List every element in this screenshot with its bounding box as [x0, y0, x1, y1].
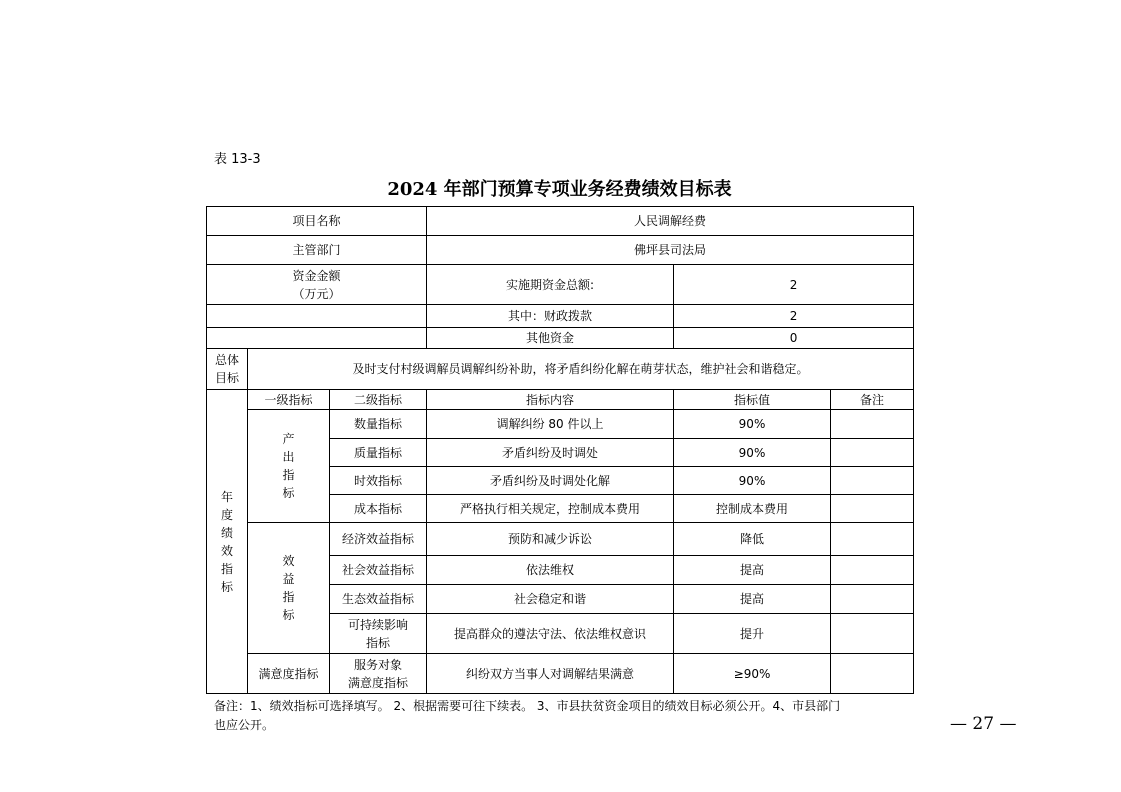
- remark-cell: [831, 439, 914, 467]
- table-row: [207, 410, 914, 439]
- level2-header: 二级指标: [330, 390, 427, 410]
- content-cell: 预防和减少诉讼: [427, 523, 674, 556]
- annual-indicator-label: [207, 390, 248, 694]
- overall-goal-text: 及时支付村级调解员调解纠纷补助，将矛盾纠纷化解在萌芽状态，维护社会和谐稳定。: [248, 349, 914, 390]
- level2-cell: 经济效益指标: [330, 523, 427, 556]
- table-row: [207, 328, 914, 349]
- value-cell: ≥90%: [674, 654, 831, 694]
- remark-cell: [831, 495, 914, 523]
- content-cell: 依法维权: [427, 556, 674, 585]
- value-cell: 90%: [674, 439, 831, 467]
- value-cell: 提高: [674, 556, 831, 585]
- level2-cell-line1: 可持续影响: [348, 617, 409, 632]
- vertical-char: 出: [282, 450, 295, 464]
- satisfaction-level2: [330, 654, 427, 694]
- value-cell: 降低: [674, 523, 831, 556]
- fiscal-fund-label: 其中：财政拨款: [427, 305, 674, 328]
- other-fund-value: 0: [674, 328, 914, 349]
- overall-goal-label: [207, 349, 248, 390]
- vertical-char: 绩: [220, 525, 233, 540]
- overall-goal-label-line2: 目标: [214, 371, 239, 385]
- table-header-row: [207, 390, 914, 410]
- total-fund-value: 2: [674, 265, 914, 305]
- level2-cell: 时效指标: [330, 467, 427, 495]
- remark-cell: [831, 523, 914, 556]
- vertical-char: 标: [282, 608, 295, 622]
- empty-cell: [207, 305, 427, 328]
- vertical-char: 效: [282, 554, 295, 568]
- content-cell: 纠纷双方当事人对调解结果满意: [427, 654, 674, 694]
- level2-cell: 社会效益指标: [330, 556, 427, 585]
- remark-cell: [831, 410, 914, 439]
- satisfaction-level1: 满意度指标: [248, 654, 330, 694]
- department-value: 佛坪县司法局: [427, 236, 914, 265]
- project-name-value: 人民调解经费: [427, 207, 914, 236]
- document-title: 2024 年部门预算专项业务经费绩效目标表: [387, 179, 732, 200]
- table-row: [207, 207, 914, 236]
- performance-target-table: [206, 206, 914, 694]
- footnote: [214, 697, 914, 735]
- department-label: 主管部门: [207, 236, 427, 265]
- vertical-char: 标: [282, 486, 295, 500]
- footnote-line2: 也应公开。: [214, 718, 275, 732]
- fund-amount-label-line2: （万元）: [292, 286, 341, 301]
- satisfaction-level2-line2: 满意度指标: [348, 675, 409, 690]
- satisfaction-level2-line1: 服务对象: [354, 657, 403, 672]
- value-cell: 控制成本费用: [674, 495, 831, 523]
- remark-cell: [831, 467, 914, 495]
- remark-cell: [831, 614, 914, 654]
- vertical-char: 年: [220, 489, 233, 504]
- value-header: 指标值: [674, 390, 831, 410]
- level2-cell: 生态效益指标: [330, 585, 427, 614]
- content-cell: 社会稳定和谐: [427, 585, 674, 614]
- fund-amount-label-line1: 资金金额: [292, 268, 341, 283]
- overall-goal-label-line1: 总体: [214, 353, 239, 367]
- table-row: [207, 305, 914, 328]
- output-indicator-label: [248, 410, 330, 523]
- remark-cell: [831, 654, 914, 694]
- table-row: [207, 349, 914, 390]
- level2-cell-line2: 指标: [366, 635, 391, 650]
- project-name-label: 项目名称: [207, 207, 427, 236]
- footnote-line1: 备注：1、绩效指标可选择填写。 2、根据需要可往下续表。 3、市县扶贫资金项目的绩效目标必须公开。4、市县部门: [214, 699, 841, 713]
- vertical-char: 指: [220, 561, 233, 576]
- remark-header: 备注: [831, 390, 914, 410]
- content-cell: 提高群众的遵法守法、依法维权意识: [427, 614, 674, 654]
- table-number-label: 表 13-3: [214, 152, 261, 167]
- level2-cell: [330, 614, 427, 654]
- table-row: [207, 265, 914, 305]
- content-cell: 调解纠纷 80 件以上: [427, 410, 674, 439]
- benefit-indicator-label: [248, 523, 330, 654]
- vertical-char: 指: [282, 590, 295, 604]
- level2-cell: 成本指标: [330, 495, 427, 523]
- value-cell: 90%: [674, 467, 831, 495]
- value-cell: 90%: [674, 410, 831, 439]
- total-fund-label: 实施期资金总额:: [427, 265, 674, 305]
- vertical-char: 指: [282, 468, 295, 482]
- empty-cell: [207, 328, 427, 349]
- level1-header: 一级指标: [248, 390, 330, 410]
- vertical-char: 益: [282, 572, 295, 586]
- content-cell: 矛盾纠纷及时调处化解: [427, 467, 674, 495]
- level2-cell: 数量指标: [330, 410, 427, 439]
- table-row: [207, 654, 914, 694]
- fund-amount-label: [207, 265, 427, 305]
- vertical-char: 度: [220, 507, 233, 522]
- table-row: [207, 236, 914, 265]
- content-header: 指标内容: [427, 390, 674, 410]
- level2-cell: 质量指标: [330, 439, 427, 467]
- remark-cell: [831, 556, 914, 585]
- value-cell: 提高: [674, 585, 831, 614]
- vertical-char: 标: [220, 579, 233, 594]
- other-fund-label: 其他资金: [427, 328, 674, 349]
- vertical-char: 效: [220, 543, 233, 558]
- fiscal-fund-value: 2: [674, 305, 914, 328]
- value-cell: 提升: [674, 614, 831, 654]
- content-cell: 严格执行相关规定，控制成本费用: [427, 495, 674, 523]
- content-cell: 矛盾纠纷及时调处: [427, 439, 674, 467]
- vertical-char: 产: [282, 432, 295, 446]
- table-row: [207, 523, 914, 556]
- page-number: — 27 —: [950, 714, 1017, 734]
- remark-cell: [831, 585, 914, 614]
